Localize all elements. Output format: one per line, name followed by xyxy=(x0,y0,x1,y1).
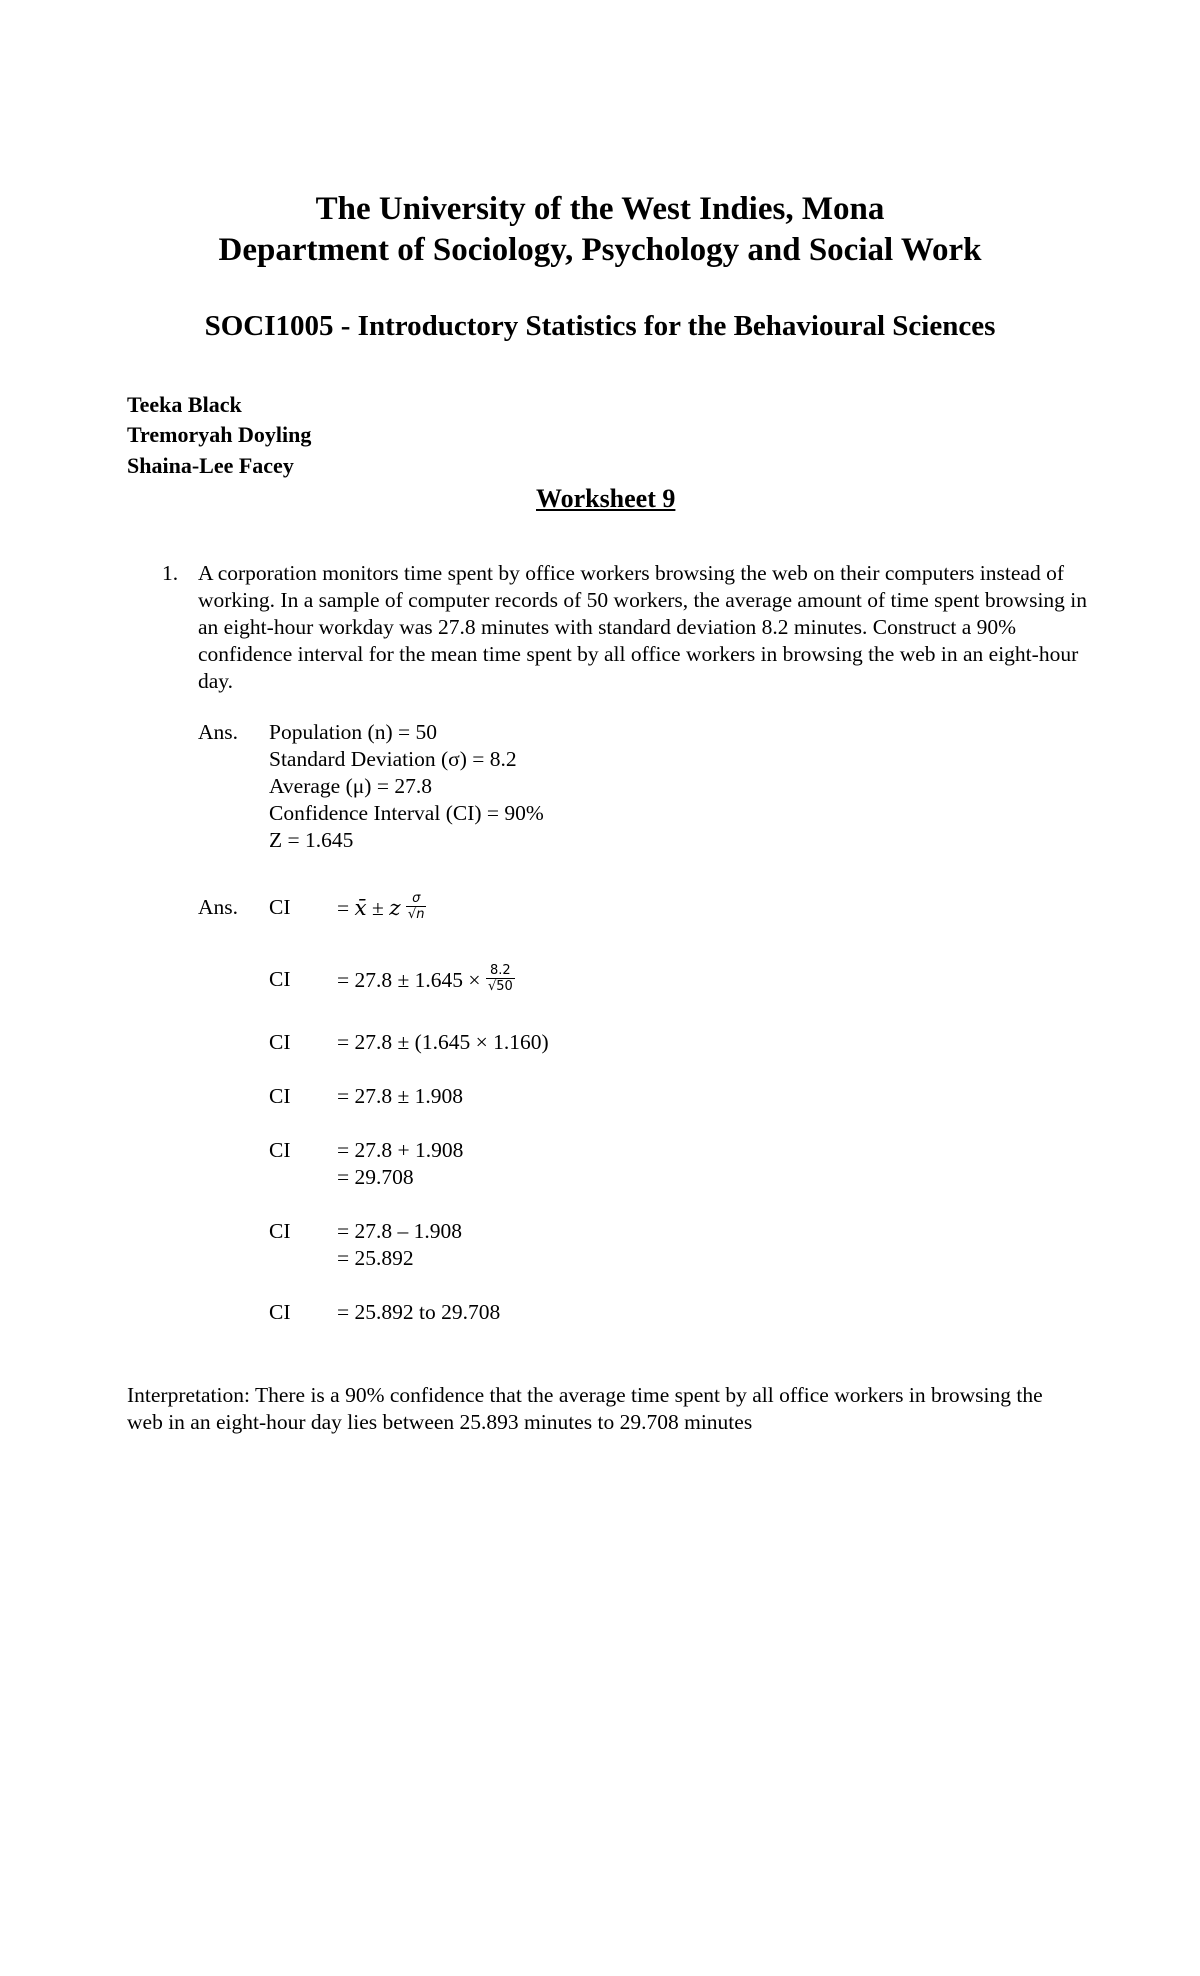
given-population: Population (n) = 50 xyxy=(269,720,437,744)
author-name: Shaina-Lee Facey xyxy=(127,453,294,478)
question-text: A corporation monitors time spent by office workers browsing the web on their computers instead of working. In a sample of computer records of 50 workers, the average amount of time spent browsing in an eight-hour workday was 27.8 minutes with standard deviation 8.2 minutes. Construct a 90% confidence interval for the mean time spent by all office workers in browsing the web in an eight-hour day. xyxy=(198,561,1088,693)
worksheet-title: Worksheet 9 xyxy=(536,484,676,513)
step-line: = 25.892 xyxy=(337,1246,414,1270)
question-number: 1. xyxy=(162,561,179,585)
ci-label: CI xyxy=(269,1138,291,1162)
ci-label: CI xyxy=(269,1300,291,1324)
formula-equals: = xyxy=(337,895,355,920)
given-confidence: Confidence Interval (CI) = 90% xyxy=(269,801,544,825)
given-values xyxy=(269,719,544,854)
ci-label: CI xyxy=(269,895,291,919)
step-line: = 25.892 to 29.708 xyxy=(337,1300,501,1324)
formula-sigma: σ xyxy=(406,891,427,907)
step-line: = 27.8 – 1.908 xyxy=(337,1219,463,1243)
fraction-denominator: √50 xyxy=(487,979,513,994)
course-title: SOCI1005 - Introductory Statistics for the Behavioural Sciences xyxy=(204,310,996,342)
ci-step xyxy=(337,1029,549,1056)
formula-plus-minus: ± xyxy=(372,895,384,920)
department-name: Department of Sociology, Psychology and Social Work xyxy=(218,232,982,268)
given-std-dev: Standard Deviation (σ) = 8.2 xyxy=(269,747,517,771)
formula-z: z xyxy=(389,895,401,921)
step-fraction xyxy=(486,963,515,995)
ci-step xyxy=(337,1218,462,1272)
ci-label: CI xyxy=(269,1084,291,1108)
fraction-numerator: 8.2 xyxy=(486,963,515,979)
interpretation-text: Interpretation: There is a 90% confidence that the average time spent by all office workers in browsing the web in an eight-hour day lies between 25.893 minutes to 29.708 minutes xyxy=(127,1383,1043,1434)
given-average: Average (μ) = 27.8 xyxy=(269,774,432,798)
step-line: = 27.8 + 1.908 xyxy=(337,1138,464,1162)
ci-formula xyxy=(337,891,426,926)
author-name: Tremoryah Doyling xyxy=(127,422,312,447)
ci-label: CI xyxy=(269,1030,291,1054)
formula-fraction xyxy=(406,891,427,923)
ci-label: CI xyxy=(269,967,291,991)
ci-step xyxy=(337,1083,463,1110)
given-z: Z = 1.645 xyxy=(269,828,354,852)
formula-sqrt-n: √n xyxy=(407,907,425,922)
step-text: = 27.8 ± 1.645 × xyxy=(337,967,481,992)
answer-label: Ans. xyxy=(198,720,239,744)
formula-xbar: x̄ xyxy=(354,895,367,921)
ci-step xyxy=(337,1299,500,1326)
answer-label: Ans. xyxy=(198,895,239,919)
step-line: = 29.708 xyxy=(337,1165,414,1189)
step-line: = 27.8 ± 1.908 xyxy=(337,1084,464,1108)
author-name: Teeka Black xyxy=(127,392,242,417)
ci-step xyxy=(337,963,515,998)
step-line: = 27.8 ± (1.645 × 1.160) xyxy=(337,1030,549,1054)
ci-step xyxy=(337,1137,463,1191)
ci-label: CI xyxy=(269,1219,291,1243)
university-name: The University of the West Indies, Mona xyxy=(315,191,885,227)
